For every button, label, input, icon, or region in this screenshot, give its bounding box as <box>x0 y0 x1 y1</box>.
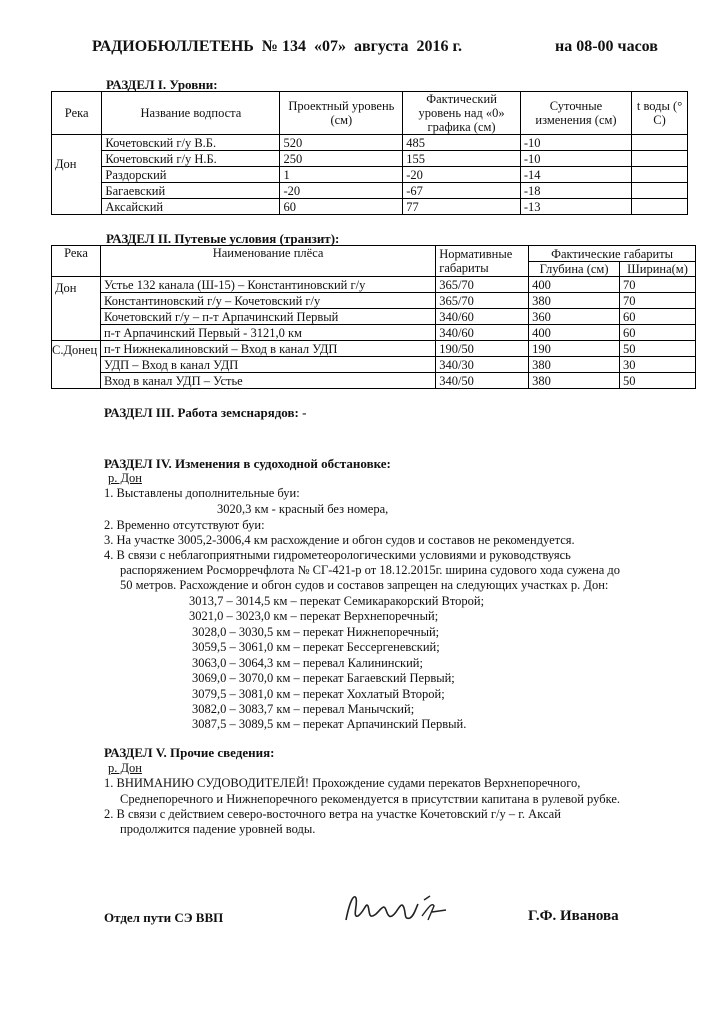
section3-title: РАЗДЕЛ III. Работа земснарядов: - <box>104 405 307 420</box>
actual-level: 77 <box>403 199 521 215</box>
reach-name: п-т Нижнекалиновский – Вход в канал УДП <box>100 341 435 357</box>
signatory-name: Г.Ф. Иванова <box>528 908 619 924</box>
restricted-segment: 3059,5 – 3061,0 км – перекат Бессергеневский; <box>192 640 440 654</box>
project-level: 520 <box>280 135 403 151</box>
actual-level: -20 <box>403 167 521 183</box>
project-level: 250 <box>280 151 403 167</box>
reach-name: п-т Арпачинский Первый - 3121,0 км <box>100 325 435 341</box>
bulletin-title: РАДИОБЮЛЛЕТЕНЬ № 134 «07» августа 2016 г. <box>92 38 462 55</box>
daily-change: -14 <box>520 167 631 183</box>
actual-level: -67 <box>403 183 521 199</box>
restricted-segment: 3087,5 – 3089,5 км – перекат Арпачинский Первый. <box>192 717 467 731</box>
restricted-segment: 3063,0 – 3064,3 км – перевал Калининский; <box>192 656 423 670</box>
depth: 190 <box>529 341 620 357</box>
levels-table <box>51 91 688 215</box>
department-label: Отдел пути СЭ ВВП <box>104 910 224 925</box>
depth: 360 <box>529 309 620 325</box>
width: 70 <box>620 277 696 293</box>
section4-line: 50 метров. Расхождение и обгон судов и составов запрещен на следующих участках р. Дон: <box>120 578 609 592</box>
depth: 380 <box>529 357 620 373</box>
col-post-name: Название водпоста <box>102 92 280 135</box>
col-actual-level: Фактический уровень над «0» графика (см) <box>403 92 521 135</box>
reach-name: УДП – Вход в канал УДП <box>100 357 435 373</box>
restricted-segment: 3069,0 – 3070,0 км – перекат Багаевский Первый; <box>192 671 455 685</box>
daily-change: -18 <box>520 183 631 199</box>
norm-dimensions: 190/50 <box>436 341 529 357</box>
section5-line: продолжится падение уровней воды. <box>120 822 316 836</box>
restricted-segment: 3079,5 – 3081,0 км – перекат Хохлатый Второй; <box>192 687 445 701</box>
section4-line: 1. Выставлены дополнительные буи: <box>104 486 300 500</box>
project-level: -20 <box>280 183 403 199</box>
post-name: Кочетовский г/у В.Б. <box>102 135 280 151</box>
section4-river: р. Дон <box>108 471 142 485</box>
signature <box>338 888 448 932</box>
col-reach-name: Наименование плёса <box>100 246 435 277</box>
reach-name: Устье 132 канала (Ш-15) – Константиновский г/у <box>100 277 435 293</box>
section4-title: РАЗДЕЛ IV. Изменения в судоходной обстановке: <box>104 456 391 471</box>
post-name: Аксайский <box>102 199 280 215</box>
section5-title: РАЗДЕЛ V. Прочие сведения: <box>104 745 275 760</box>
section1-title: РАЗДЕЛ I. Уровни: <box>106 77 218 92</box>
section5-river: р. Дон <box>108 761 142 775</box>
reach-name: Кочетовский г/у – п-т Арпачинский Первый <box>100 309 435 325</box>
restricted-segment: 3028,0 – 3030,5 км – перекат Нижнепоречный; <box>192 625 440 639</box>
project-level: 1 <box>280 167 403 183</box>
width: 50 <box>620 341 696 357</box>
norm-dimensions: 340/50 <box>436 373 529 389</box>
restricted-segment: 3013,7 – 3014,5 км – перекат Семикаракорский Второй; <box>189 594 485 608</box>
daily-change: -13 <box>520 199 631 215</box>
norm-dimensions: 340/30 <box>436 357 529 373</box>
daily-change: -10 <box>520 135 631 151</box>
water-temp <box>632 199 688 215</box>
width: 70 <box>620 293 696 309</box>
project-level: 60 <box>280 199 403 215</box>
col-water-temp: t воды (° C) <box>632 92 688 135</box>
section5-line: Среднепоречного и Нижнепоречного рекомендуется в присутствии капитана в рулевой рубке. <box>120 792 621 806</box>
daily-change: -10 <box>520 151 631 167</box>
bulletin-time: на 08-00 часов <box>555 38 658 55</box>
section4-line: 4. В связи с неблагоприятными гидрометеорологическими условиями и руководствуясь <box>104 548 571 562</box>
water-temp <box>632 183 688 199</box>
section4-line: 3020,3 км - красный без номера, <box>217 502 389 516</box>
reach-name: Константиновский г/у – Кочетовский г/у <box>100 293 435 309</box>
section5-line: 2. В связи с действием северо-восточного ветра на участке Кочетовский г/у – г. Аксай <box>104 807 561 821</box>
water-temp <box>632 151 688 167</box>
post-name: Багаевский <box>102 183 280 199</box>
col-project-level: Проектный уровень (см) <box>280 92 403 135</box>
col-river: Река <box>52 246 101 277</box>
depth: 380 <box>529 293 620 309</box>
col-river: Река <box>52 92 102 135</box>
water-temp <box>632 167 688 183</box>
actual-level: 155 <box>403 151 521 167</box>
actual-level: 485 <box>403 135 521 151</box>
norm-dimensions: 340/60 <box>436 325 529 341</box>
section4-line: распоряжением Росморречфлота № СГ-421-р от 18.12.2015г. ширина судового хода сужена до <box>120 563 621 577</box>
section5-line: 1. ВНИМАНИЮ СУДОВОДИТЕЛЕЙ! Прохождение судами перекатов Верхнепоречного, <box>104 776 581 790</box>
post-name: Кочетовский г/у Н.Б. <box>102 151 280 167</box>
restricted-segment: 3082,0 – 3083,7 км – перевал Манычский; <box>192 702 415 716</box>
river-cell: Дон <box>52 277 101 341</box>
width: 60 <box>620 325 696 341</box>
width: 50 <box>620 373 696 389</box>
col-daily-change: Суточные изменения (см) <box>520 92 631 135</box>
depth: 380 <box>529 373 620 389</box>
col-actual-dimensions: Фактические габариты <box>529 246 696 262</box>
river-cell: С.Донец <box>52 341 101 389</box>
river-cell: Дон <box>52 135 102 215</box>
col-width: Ширина(м) <box>620 262 696 277</box>
norm-dimensions: 365/70 <box>436 293 529 309</box>
section4-line: 3. На участке 3005,2-3006,4 км расхождение и обгон судов и составов не рекомендуется. <box>104 533 575 547</box>
reach-name: Вход в канал УДП – Устье <box>100 373 435 389</box>
restricted-segment: 3021,0 – 3023,0 км – перекат Верхнепоречный; <box>189 609 439 623</box>
norm-dimensions: 365/70 <box>436 277 529 293</box>
section2-title: РАЗДЕЛ II. Путевые условия (транзит): <box>106 231 340 246</box>
section4-line: 2. Временно отсутствуют буи: <box>104 518 265 532</box>
col-norm-dimensions: Нормативные габариты <box>436 246 529 277</box>
width: 60 <box>620 309 696 325</box>
col-depth: Глубина (см) <box>529 262 620 277</box>
depth: 400 <box>529 325 620 341</box>
width: 30 <box>620 357 696 373</box>
norm-dimensions: 340/60 <box>436 309 529 325</box>
depth: 400 <box>529 277 620 293</box>
post-name: Раздорский <box>102 167 280 183</box>
route-conditions-table <box>51 245 696 389</box>
water-temp <box>632 135 688 151</box>
